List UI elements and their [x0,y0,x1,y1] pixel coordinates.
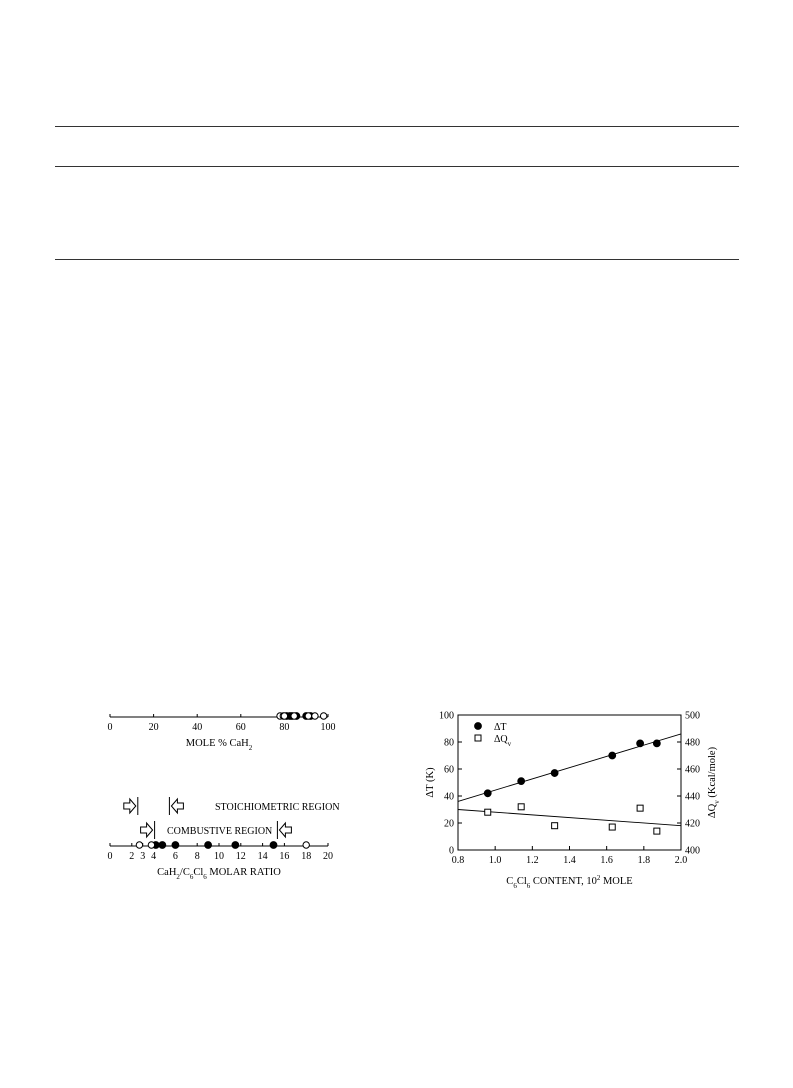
strip2-tick-label: 10 [214,851,224,862]
y-right-axis-label: $\Delta Q_v$ (Kcal/mole) [707,746,721,819]
x-tick-label: 1.0 [488,855,502,866]
y-right-tick-label: 500 [685,710,700,722]
strip2-tick-label: 16 [279,851,290,862]
x-tick-label: 2.0 [674,855,688,866]
stoichiometric-region-label: STOICHIOMETRIC REGION [215,802,340,813]
legend-label: ΔT [494,722,507,733]
strip1-point [320,713,326,719]
delta-qv-point [609,824,615,830]
table-rule-bottom [55,259,739,260]
strip2-point [148,842,154,848]
legend-marker [475,735,481,741]
combustive-end-arrow [279,823,291,837]
delta-qv-point [637,805,643,811]
x-tick-label: 1.2 [526,855,539,866]
strip2-tick-label: 4 [151,851,157,862]
x-tick-label: 1.6 [600,855,613,866]
strip1-point [291,713,297,719]
strip1-point [281,713,287,719]
strip1-tick-label: 40 [192,722,203,733]
y-right-tick-label: 440 [685,791,700,803]
fit-line-delta-t [458,734,681,802]
x-tick-label: 1.8 [637,855,651,866]
y-left-tick-label: 0 [449,845,454,857]
strip1-point [305,713,311,719]
y-right-tick-label: 400 [685,845,700,857]
strip1-tick-label: 100 [320,722,336,733]
figure-delta-t-plot [420,700,720,900]
strip2-tick-label: 2 [129,851,135,862]
combustive-start-arrow [141,823,153,837]
strip1-point [312,713,318,719]
strip1-tick-label: 60 [235,722,246,733]
strip2-point [303,842,309,848]
strip2-tick-label: 3 [140,851,146,862]
y-right-tick-label: 420 [685,818,700,830]
table-rule-middle [55,166,739,167]
delta-t-point [551,770,558,777]
strip2-tick-label: 12 [235,851,246,862]
strip2-tick-label: 18 [301,851,312,862]
x-tick-label: 0.8 [451,855,465,866]
delta-t-point [637,740,644,747]
legend-label: $\Delta Q_v$ [494,734,512,748]
legend-marker [475,723,482,730]
strip2-point [172,842,179,849]
strip2-tick-label: 6 [172,851,178,862]
delta-t-point [518,778,525,785]
delta-t-point [609,752,616,759]
y-right-tick-label: 480 [685,737,700,749]
combustive-region-label: COMBUSTIVE REGION [167,826,273,837]
strip2-point [232,842,239,849]
delta-t-point [484,790,491,797]
delta-qv-point [518,804,524,810]
strip1-axis-label: MOLE % CaH$_2$ [185,738,253,752]
y-left-tick-label: 40 [444,791,454,803]
delta-qv-point [485,809,491,815]
x-tick-label: 1.4 [563,855,576,866]
y-left-tick-label: 100 [439,710,454,722]
strip2-axis-label: $CaH_2/C_6Cl_6$ MOLAR RATIO [157,867,281,881]
strip2-point [205,842,212,849]
y-left-tick-label: 20 [444,818,454,830]
delta-t-point [653,740,660,747]
delta-qv-point [654,828,660,834]
x-axis-label: $C_6Cl_6$ CONTENT, $10^2$ MOLE [506,874,633,890]
strip1-tick-label: 80 [279,722,290,733]
stoichiometric-end-arrow [171,799,183,813]
table-rule-top [55,126,739,127]
y-right-tick-label: 460 [685,764,700,776]
delta-qv-point [552,823,558,829]
strip2-point [270,842,277,849]
stoichiometric-start-arrow [124,799,136,813]
y-left-axis-label: ΔT (K) [425,767,436,798]
strip2-tick-label: 0 [107,851,113,862]
strip2-point [159,842,166,849]
strip1-tick-label: 0 [107,722,113,733]
strip1-tick-label: 20 [148,722,159,733]
y-left-tick-label: 80 [444,737,454,749]
strip2-tick-label: 20 [323,851,333,862]
fit-line-delta-qv [458,810,681,826]
figure-composition-plots [100,700,340,890]
strip2-tick-label: 8 [194,851,200,862]
strip2-tick-label: 14 [257,851,268,862]
plot-frame [458,715,681,850]
y-left-tick-label: 60 [444,764,454,776]
strip2-point [136,842,142,848]
